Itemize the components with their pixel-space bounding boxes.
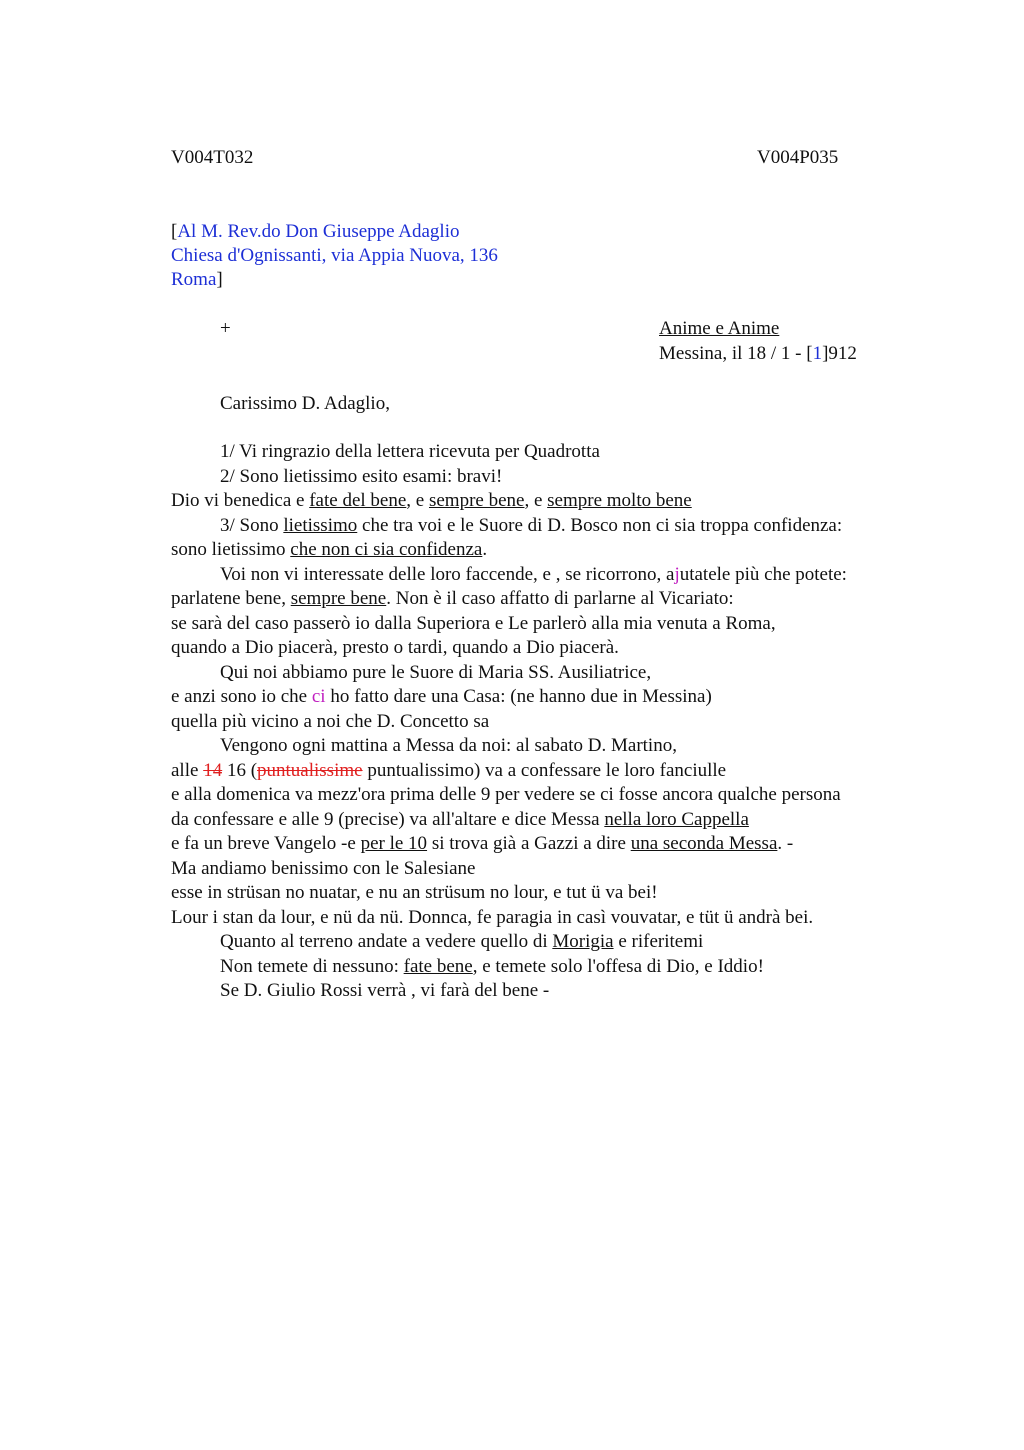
body-line (171, 710, 931, 735)
date-suffix: ]912 (822, 343, 857, 364)
salutation: Carissimo D. Adaglio, (220, 393, 390, 414)
body-line (171, 979, 931, 1004)
body-line (171, 563, 931, 588)
text-segment: e riferitemi (613, 931, 704, 952)
text-segment: utatele più che potete: (679, 563, 847, 585)
text-segment: . - (777, 833, 794, 854)
body-line (171, 661, 931, 686)
text-segment: 16 ( (222, 759, 258, 781)
text-segment: e alla domenica va mezz'ora prima delle 9 per vedere se ci fosse ancora qualche persona (171, 784, 841, 805)
text-segment: Dio vi benedica e (171, 490, 310, 511)
cross-symbol: + (220, 318, 231, 339)
underlined-text: che non ci sia confidenza (290, 539, 483, 560)
body-line (171, 636, 931, 661)
text-segment: . Non è il caso affatto di parlarne al Vicariato: (386, 588, 734, 609)
address-block (171, 220, 498, 292)
underlined-text: sempre bene (428, 490, 525, 511)
motto: Anime e Anime (659, 318, 780, 339)
letter-body (171, 440, 931, 1004)
text-segment: Lour i stan da lour, e nü da nü. Donnca, fe paragia in casì vouvatar, e tüt ü andrà bei. (171, 906, 814, 928)
text-segment: se sarà del caso passerò io dalla Superiora e Le parlerò alla mia venuta a Roma, (171, 612, 776, 634)
body-line (171, 955, 931, 980)
body-line (171, 489, 931, 514)
body-line (171, 832, 931, 857)
underlined-text: Morigia (552, 931, 614, 952)
date-prefix: Messina, il 18 / 1 - [ (659, 343, 813, 364)
address-line-3 (171, 268, 498, 292)
address-recipient: Al M. Rev.do Don Giuseppe Adaglio (177, 221, 460, 242)
body-line (171, 857, 931, 882)
body-line (171, 930, 931, 955)
document-code-right: V004P035 (757, 147, 839, 168)
address-city: Roma (171, 269, 217, 290)
text-segment: , e (406, 490, 429, 511)
date-restored-digit: 1 (812, 343, 823, 364)
text-segment: quando a Dio piacerà, presto o tardi, quando a Dio piacerà. (171, 637, 619, 658)
text-segment: da confessare e alle 9 (precise) va all'altare e dice Messa (171, 808, 605, 830)
text-segment: 1/ Vi ringrazio della lettera ricevuta per Quadrotta (220, 441, 600, 462)
text-segment: che tra voi e le Suore di D. Bosco non ci sia troppa confidenza: (357, 514, 843, 536)
body-line (171, 734, 931, 759)
text-segment: 2/ Sono lietissimo esito esami: bravi! (220, 465, 503, 487)
body-line (171, 587, 931, 612)
text-segment: Ma andiamo benissimo con le Salesiane (171, 857, 476, 879)
body-line (171, 440, 931, 465)
struck-text: puntualissime (257, 759, 363, 781)
text-segment: Non temete di nessuno: (220, 955, 404, 977)
underlined-text: una seconda Messa (630, 833, 778, 854)
address-close-bracket: ] (216, 269, 223, 290)
text-segment: 3/ Sono (220, 514, 284, 536)
body-line (171, 538, 931, 563)
underlined-text: per le 10 (360, 833, 428, 854)
body-line (171, 465, 931, 490)
body-line (171, 514, 931, 539)
struck-text: 14 (203, 759, 223, 781)
text-segment: alle (171, 759, 204, 781)
address-line-1 (171, 220, 498, 244)
body-line (171, 881, 931, 906)
underlined-text: sempre molto bene (547, 490, 692, 511)
underlined-text: fate bene (403, 955, 473, 977)
body-line (171, 612, 931, 637)
text-segment: puntualissimo) va a confessare le loro fanciulle (362, 759, 727, 781)
text-segment: . (482, 539, 488, 560)
document-code-left: V004T032 (171, 147, 254, 168)
text-segment: si trova già a Gazzi a dire (427, 833, 631, 854)
text-segment: ho fatto dare una Casa: (ne hanno due in Messina) (325, 686, 712, 707)
address-line-2: Chiesa d'Ognissanti, via Appia Nuova, 136 (171, 245, 498, 266)
text-segment: e anzi sono io che (171, 686, 312, 707)
body-line (171, 808, 931, 833)
text-segment: Se D. Giulio Rossi verrà , vi farà del bene - (220, 980, 550, 1001)
underlined-text: nella loro Cappella (604, 808, 749, 830)
text-segment: sono lietissimo (171, 539, 291, 560)
body-line (171, 906, 931, 931)
text-segment: Qui noi abbiamo pure le Suore di Maria SS. Ausiliatrice, (220, 661, 652, 683)
underlined-text: fate del bene (309, 490, 407, 511)
text-segment: Quanto al terreno andate a vedere quello di (220, 931, 553, 952)
text-segment: esse in strüsan no nuatar, e nu an strüsum no lour, e tut ü va bei! (171, 882, 658, 903)
underlined-text: lietissimo (283, 514, 358, 536)
body-line (171, 685, 931, 710)
text-segment: parlatene bene, (171, 588, 291, 609)
text-segment: , e temete solo l'offesa di Dio, e Iddio! (472, 955, 764, 977)
body-line (171, 783, 931, 808)
text-segment: quella più vicino a noi che D. Concetto sa (171, 710, 490, 732)
text-segment: Voi non vi interessate delle loro faccende, e , se ricorrono, a (220, 563, 675, 585)
letter-date (659, 342, 857, 366)
address-open-bracket: [ (171, 221, 178, 242)
correction-text: ci (311, 686, 326, 707)
text-segment: , e (524, 490, 548, 511)
underlined-text: sempre bene (290, 588, 387, 609)
text-segment: Vengono ogni mattina a Messa da noi: al sabato D. Martino, (220, 735, 677, 756)
body-line (171, 759, 931, 784)
text-segment: e fa un breve Vangelo -e (171, 833, 361, 854)
correction-text: j (674, 563, 680, 585)
